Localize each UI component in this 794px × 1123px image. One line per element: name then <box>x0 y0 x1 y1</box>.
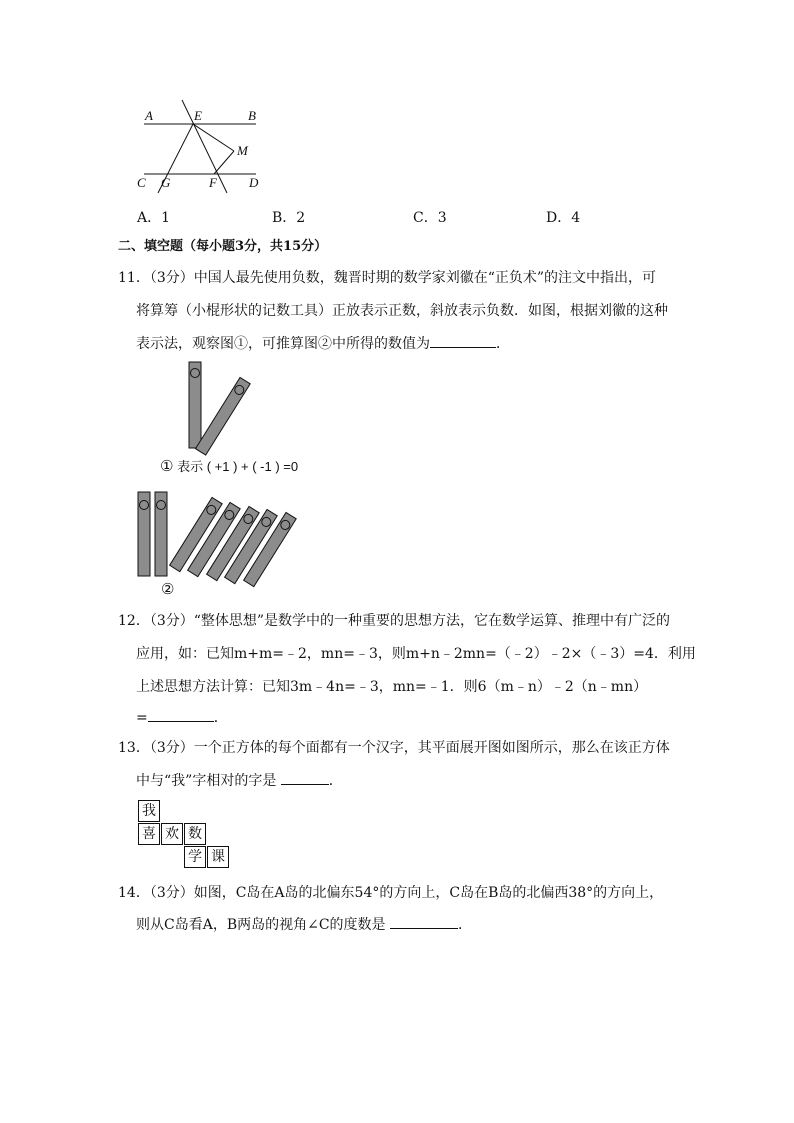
q12-line-2: 应用，如：已知m+m=﹣2，mn=﹣3，则m+n﹣2mn=（﹣2）﹣2×（﹣3）=4．利用 <box>136 646 696 662</box>
q11-line-1: 11．（3分）中国人最先使用负数，魏晋时期的数学家刘徽在“正负术”的注文中指出，可 <box>118 270 657 286</box>
q14-line-2-end: ． <box>458 917 473 933</box>
label-g: G <box>161 175 171 190</box>
q13-line-1: 13．（3分）一个正方体的每个面都有一个汉字，其平面展开图如图所示，那么在该正方体 <box>118 740 670 756</box>
label-f: F <box>209 175 217 190</box>
q10-option-c: C．3 <box>413 210 447 226</box>
q14-line-2 <box>136 914 472 935</box>
cube-net <box>138 800 234 870</box>
q12-answer-blank[interactable] <box>148 707 214 722</box>
q12-equals: = <box>136 710 148 726</box>
label-c: C <box>137 175 146 190</box>
segment-em <box>193 124 234 151</box>
figure-1-caption-text: 表示 ( +1 ) + ( -1 ) =0 <box>177 459 299 474</box>
q12-line-4-end: ． <box>213 710 228 726</box>
net-cell-ke: 课 <box>207 846 229 868</box>
figure-1-caption <box>160 457 298 477</box>
q11-line-3-end: ． <box>496 336 510 352</box>
transversal-line <box>182 100 227 193</box>
counting-rods-figure-2 <box>136 490 306 580</box>
q10-option-a: A．1 <box>137 210 171 226</box>
q12-line-3: 上述思想方法计算：已知3m﹣4n=﹣3，mn=﹣1．则6（m﹣n）﹣2（n﹣mn） <box>136 679 648 695</box>
net-cell-shu: 数 <box>184 823 206 845</box>
q14-line-1: 14．（3分）如图，C岛在A岛的北偏东54°的方向上，C岛在B岛的北偏西38°的方向上， <box>118 885 664 901</box>
q11-line-2: 将算筹（小棍形状的记数工具）正放表示正数，斜放表示负数．如图，根据刘徽的这种 <box>136 303 668 319</box>
net-cell-xue: 学 <box>184 846 206 868</box>
rod-circle <box>157 501 166 510</box>
q13-answer-blank[interactable] <box>281 770 329 785</box>
q14-answer-blank[interactable] <box>390 914 458 929</box>
q13-line-2-text: 中与“我”字相对的字是 <box>136 773 277 789</box>
section-heading: 二、填空题（每小题3分，共15分） <box>118 239 328 254</box>
rod-circle <box>140 501 149 510</box>
q11-line-3-text: 表示法，观察图①，可推算图②中所得的数值为 <box>136 336 430 352</box>
label-a: A <box>145 108 153 123</box>
net-cell-wo: 我 <box>138 800 160 822</box>
q12-line-1: 12．（3分）“整体思想”是数学中的一种重要的思想方法，它在数学运算、推理中有广泛的 <box>118 613 671 629</box>
label-e: E <box>194 108 202 123</box>
counting-rods-figure-1 <box>185 360 275 455</box>
figure-2-number: ② <box>161 580 175 598</box>
net-cell-huan: 欢 <box>161 823 183 845</box>
q14-line-2-text: 则从C岛看A，B两岛的视角∠C的度数是 <box>136 917 386 933</box>
net-cell-xi: 喜 <box>138 823 160 845</box>
q11-answer-blank[interactable] <box>430 333 496 348</box>
label-m: M <box>237 143 248 158</box>
rod-circle <box>191 369 200 378</box>
q13-line-2 <box>136 770 343 791</box>
q13-line-2-end: ． <box>328 773 343 789</box>
q10-option-d: D．4 <box>546 210 581 226</box>
q12-line-4 <box>136 707 228 728</box>
label-d: D <box>249 175 259 190</box>
label-b: B <box>248 108 256 123</box>
q11-line-3 <box>136 333 510 354</box>
figure-1-number: ① <box>160 458 174 475</box>
segment-mf <box>214 151 234 174</box>
q10-option-b: B．2 <box>272 210 306 226</box>
